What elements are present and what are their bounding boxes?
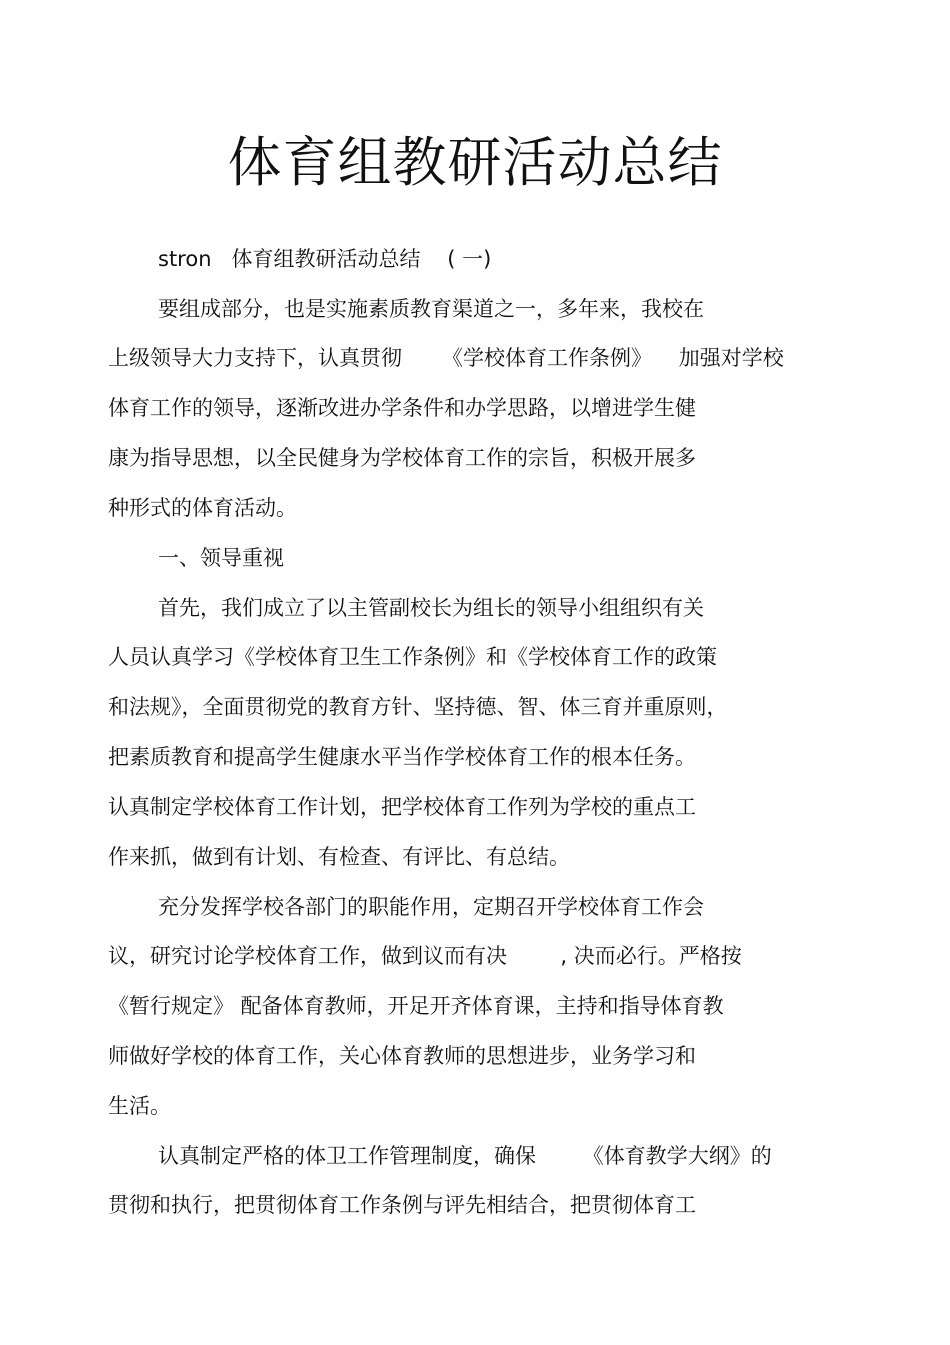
paragraph-line: 首先，我们成立了以主管副校长为组长的领导小组组织有关 [158, 596, 704, 620]
paragraph-line: 认真制定学校体育工作计划，把学校体育工作列为学校的重点工 [108, 795, 696, 819]
paragraph-line: 和法规》，全面贯彻党的教育方针、坚持德、智、体三育并重原则， [108, 695, 728, 719]
paragraph-line: 《暂行规定》 配备体育教师，开足开齐体育课，主持和指导体育教 [108, 994, 724, 1018]
paragraph-line: 种形式的体育活动。 [108, 496, 297, 520]
paragraph-line: 要组成部分，也是实施素质教育渠道之一，多年来，我校在 [158, 297, 704, 321]
subtitle-line: stron 体育组教研活动总结 ( 一) [158, 247, 492, 271]
paragraph-line: 贯彻和执行，把贯彻体育工作条例与评先相结合，把贯彻体育工 [108, 1193, 696, 1217]
paragraph-line: 生活。 [108, 1094, 171, 1118]
paragraph-line: 上级领导大力支持下，认真贯彻 《学校体育工作条例》 加强对学校 [108, 346, 784, 370]
paragraph-line: 康为指导思想，以全民健身为学校体育工作的宗旨，积极开展多 [108, 446, 696, 470]
document-title: 体育组教研活动总结 [227, 131, 723, 194]
paragraph-line: 认真制定严格的体卫工作管理制度，确保 《体育教学大纲》的 [158, 1144, 772, 1168]
paragraph-line: 人员认真学习《学校体育卫生工作条例》和《学校体育工作的政策 [108, 645, 717, 669]
paragraph-line: 师做好学校的体育工作，关心体育教师的思想进步，业务学习和 [108, 1044, 696, 1068]
section-heading: 一、领导重视 [158, 546, 284, 570]
paragraph-line: 议，研究讨论学校体育工作，做到议而有决 , 决而必行。严格按 [108, 944, 742, 968]
paragraph-line: 充分发挥学校各部门的职能作用，定期召开学校体育工作会 [158, 895, 704, 919]
paragraph-line: 把素质教育和提高学生健康水平当作学校体育工作的根本任务。 [108, 745, 696, 769]
paragraph-line: 体育工作的领导，逐渐改进办学条件和办学思路，以增进学生健 [108, 396, 696, 420]
paragraph-line: 作来抓，做到有计划、有检查、有评比、有总结。 [108, 845, 570, 869]
